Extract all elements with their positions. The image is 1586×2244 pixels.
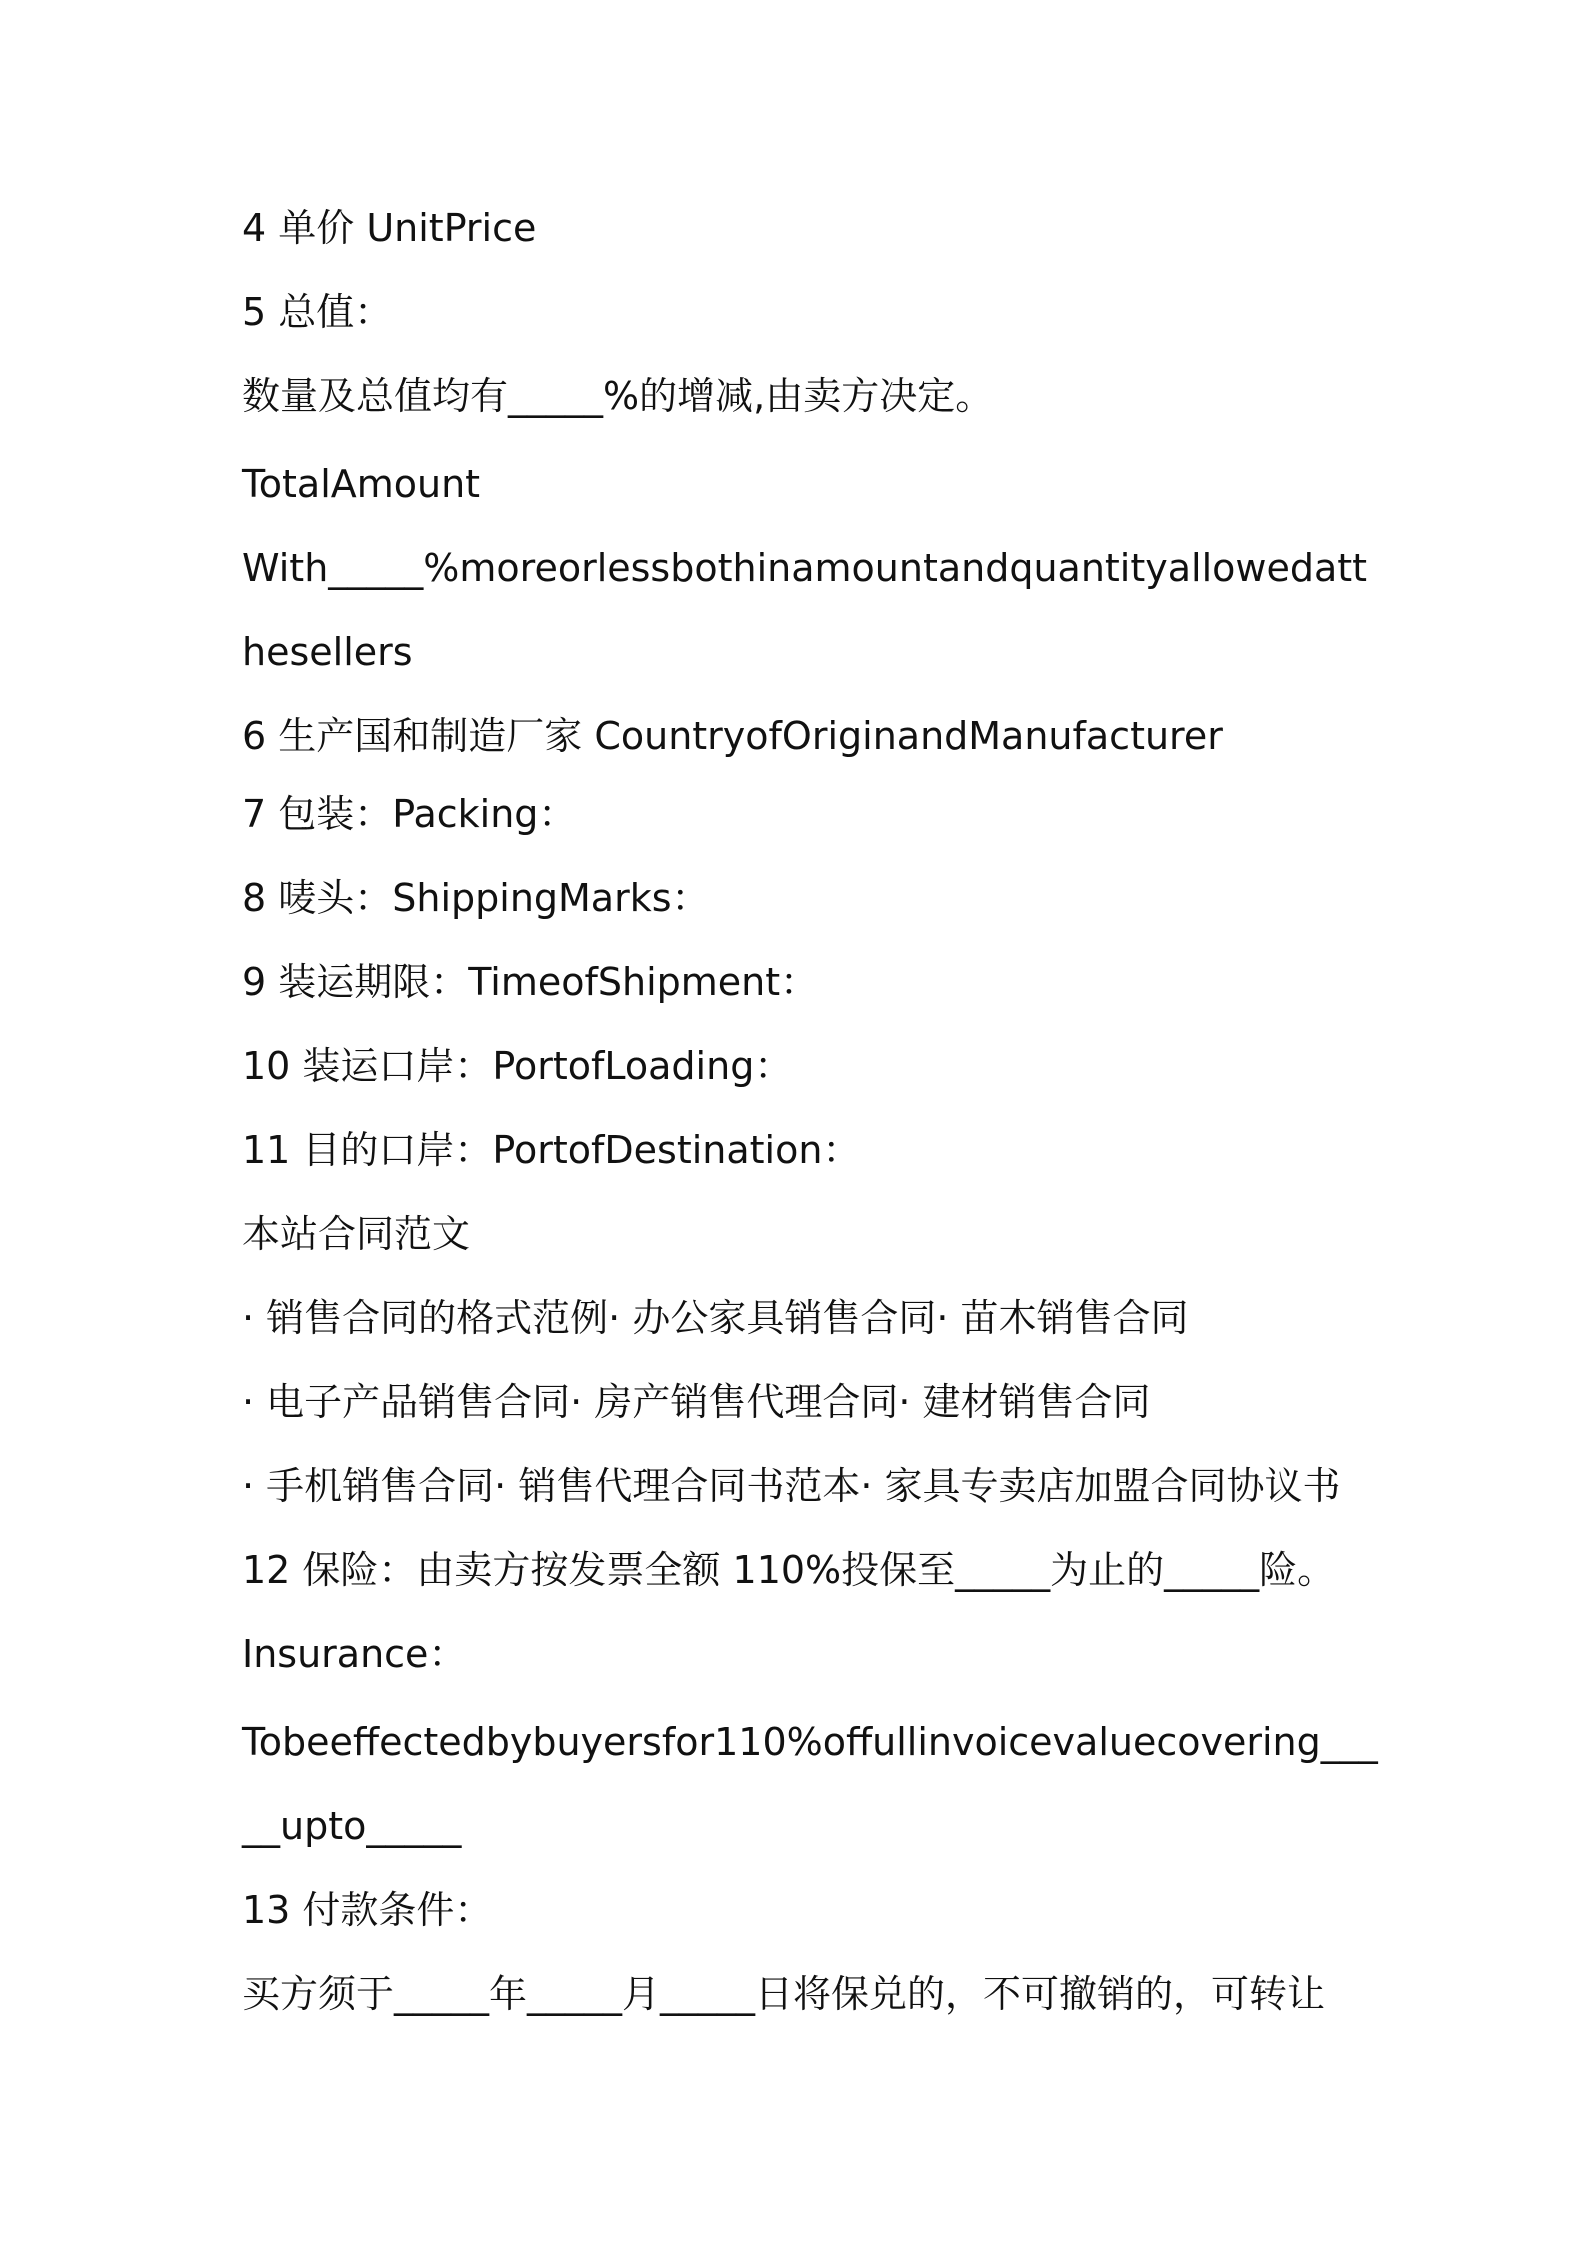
clause-9-time-of-shipment: 9 装运期限：TimeofShipment： — [242, 960, 819, 1004]
clause-5-total-amount-en: TotalAmount — [242, 462, 481, 506]
clause-7-packing: 7 包装：Packing： — [242, 792, 577, 836]
related-links-row-1: · 销售合同的格式范例· 办公家具销售合同· 苗木销售合同 — [242, 1296, 1189, 1340]
related-links-row-2: · 电子产品销售合同· 房产销售代理合同· 建材销售合同 — [242, 1380, 1151, 1424]
clause-11-port-of-destination: 11 目的口岸：PortofDestination： — [242, 1128, 861, 1172]
clause-6-country-of-origin: 6 生产国和制造厂家 CountryofOriginandManufacturer — [242, 714, 1223, 758]
clause-12-insurance-cn: 12 保险：由卖方按发票全额 110%投保至_____为止的_____险。 — [242, 1548, 1336, 1592]
clause-13-payment-terms-text: 买方须于_____年_____月_____日将保兑的，不可撤销的，可转让 — [242, 1972, 1326, 2016]
clause-12-insurance-en-line2: __upto_____ — [242, 1804, 462, 1848]
clause-12-insurance-en-line1: Tobeeffectedbybuyersfor110%offullinvoicevaluecovering___ — [242, 1720, 1378, 1764]
clause-5-variance-en-line1: With_____%moreorlessbothinamountandquantityallowedatt — [242, 546, 1368, 590]
clause-10-port-of-loading: 10 装运口岸：PortofLoading： — [242, 1044, 793, 1088]
clause-12-insurance-label-en: Insurance： — [242, 1632, 467, 1676]
site-contract-samples-heading: 本站合同范文 — [242, 1212, 471, 1256]
clause-8-shipping-marks: 8 唛头：ShippingMarks： — [242, 876, 710, 920]
clause-5-total-value: 5 总值： — [242, 290, 393, 334]
clause-4-unit-price: 4 单价 UnitPrice — [242, 206, 537, 250]
clause-13-payment-terms: 13 付款条件： — [242, 1888, 493, 1932]
related-links-row-3: · 手机销售合同· 销售代理合同书范本· 家具专卖店加盟合同协议书 — [242, 1464, 1341, 1508]
clause-5-quantity-variance-cn: 数量及总值均有_____%的增减,由卖方决定。 — [242, 374, 994, 418]
clause-5-variance-en-line2: hesellers — [242, 630, 413, 674]
